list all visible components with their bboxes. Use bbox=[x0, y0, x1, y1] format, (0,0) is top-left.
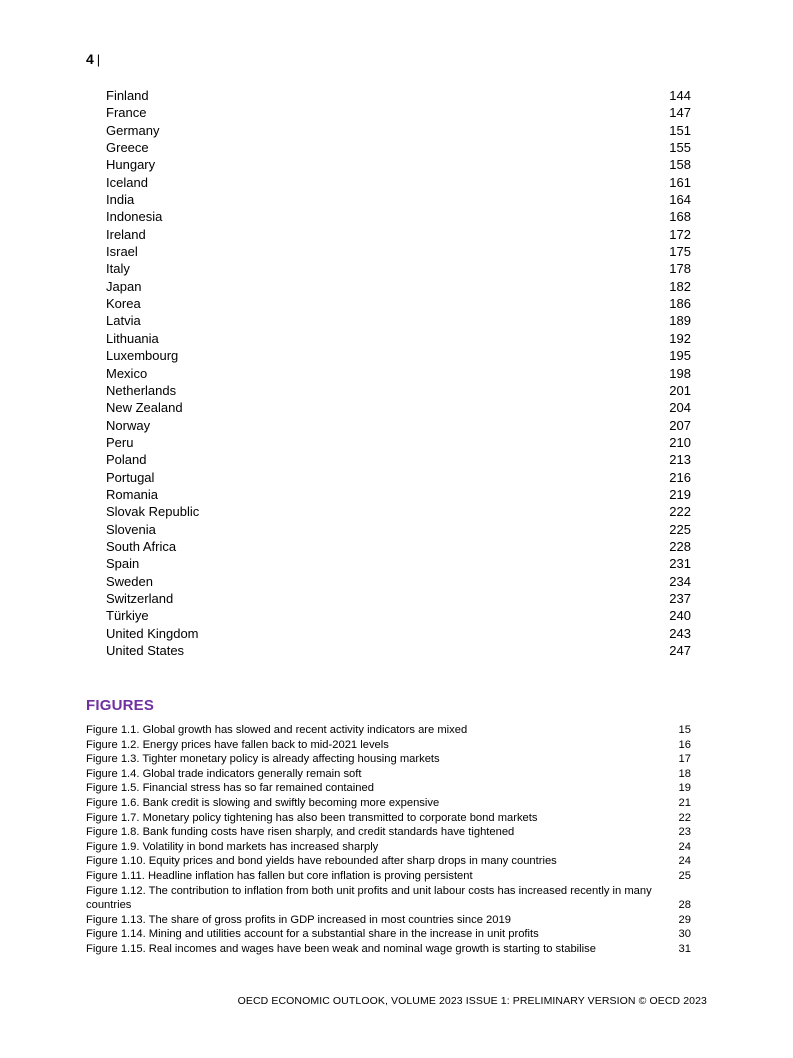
toc-entry[interactable] bbox=[106, 156, 691, 173]
toc-entry-title: Ireland bbox=[106, 226, 146, 242]
figure-entry[interactable] bbox=[86, 927, 691, 942]
toc-entry-title: New Zealand bbox=[106, 400, 183, 416]
toc-entry-page: 225 bbox=[669, 521, 691, 537]
page-footer: OECD ECONOMIC OUTLOOK, VOLUME 2023 ISSUE 1: PRELIMINARY VERSION © OECD 2023 bbox=[237, 995, 707, 1007]
figure-entry-title: Figure 1.2. Energy prices have fallen back to mid-2021 levels bbox=[86, 738, 389, 751]
page-number-separator: | bbox=[96, 52, 101, 67]
toc-entry[interactable] bbox=[106, 347, 691, 364]
figure-entry-title: Figure 1.5. Financial stress has so far remained contained bbox=[86, 782, 374, 795]
toc-entry-page: 219 bbox=[669, 486, 691, 502]
toc-entry-page: 186 bbox=[669, 296, 691, 312]
figure-entry-page: 17 bbox=[678, 753, 691, 766]
toc-entry-page: 247 bbox=[669, 643, 691, 658]
toc-entry-title: Spain bbox=[106, 556, 140, 572]
toc-entry[interactable] bbox=[106, 191, 691, 208]
toc-entry[interactable] bbox=[106, 486, 691, 503]
toc-entry-title: Korea bbox=[106, 296, 141, 312]
toc-entry[interactable] bbox=[106, 226, 691, 243]
toc-entry-title: Finland bbox=[106, 88, 149, 103]
figure-entry-title: Figure 1.8. Bank funding costs have risen sharply, and credit standards have tightened bbox=[86, 826, 515, 839]
figure-entry[interactable] bbox=[86, 752, 691, 767]
toc-entry-page: 195 bbox=[669, 348, 691, 364]
figure-entry-title: Figure 1.15. Real incomes and wages have been weak and nominal wage growth is starting to stabilise bbox=[86, 942, 596, 955]
figure-entry-page: 21 bbox=[678, 796, 691, 809]
figure-entry[interactable] bbox=[86, 767, 691, 782]
toc-entry[interactable] bbox=[106, 417, 691, 434]
figure-entry-title: Figure 1.12. The contribution to inflation from both unit profits and unit labour costs has increased recently in many countries bbox=[86, 884, 652, 912]
figures-toc-list bbox=[86, 723, 691, 957]
toc-entry[interactable] bbox=[106, 382, 691, 399]
toc-entry-page: 201 bbox=[669, 382, 691, 398]
toc-entry[interactable] bbox=[106, 295, 691, 312]
figure-entry[interactable] bbox=[86, 811, 691, 826]
figure-entry[interactable] bbox=[86, 913, 691, 928]
toc-entry-page: 216 bbox=[669, 469, 691, 485]
country-toc-list bbox=[106, 87, 691, 659]
toc-entry-title: Peru bbox=[106, 434, 134, 450]
toc-entry-title: Indonesia bbox=[106, 209, 163, 225]
toc-entry-page: 172 bbox=[669, 226, 691, 242]
figure-entry[interactable] bbox=[86, 869, 691, 884]
toc-entry-page: 168 bbox=[669, 209, 691, 225]
toc-entry-title: France bbox=[106, 105, 147, 121]
figure-entry-title: Figure 1.6. Bank credit is slowing and swiftly becoming more expensive bbox=[86, 796, 440, 809]
figure-entry-page: 18 bbox=[678, 767, 691, 780]
toc-entry-page: 204 bbox=[669, 400, 691, 416]
toc-entry[interactable] bbox=[106, 330, 691, 347]
toc-entry[interactable] bbox=[106, 122, 691, 139]
toc-entry-title: Netherlands bbox=[106, 382, 177, 398]
toc-entry-title: United Kingdom bbox=[106, 625, 199, 641]
page-number-value: 4 bbox=[86, 51, 94, 67]
figure-entry-page: 15 bbox=[678, 724, 691, 736]
figure-entry[interactable] bbox=[86, 884, 691, 913]
toc-entry-title: Japan bbox=[106, 278, 142, 294]
toc-entry-page: 161 bbox=[669, 174, 691, 190]
page-number bbox=[86, 51, 100, 68]
toc-entry-page: 147 bbox=[669, 105, 691, 121]
figure-entry-page: 24 bbox=[678, 855, 691, 868]
toc-entry-page: 243 bbox=[669, 625, 691, 641]
toc-entry-page: 222 bbox=[669, 504, 691, 520]
toc-entry-page: 213 bbox=[669, 452, 691, 468]
figure-entry-page: 19 bbox=[678, 782, 691, 795]
toc-entry-title: Lithuania bbox=[106, 330, 159, 346]
figure-entry[interactable] bbox=[86, 781, 691, 796]
toc-entry-title: Türkiye bbox=[106, 608, 149, 624]
toc-entry-page: 234 bbox=[669, 573, 691, 589]
figure-entry[interactable] bbox=[86, 840, 691, 855]
toc-entry[interactable] bbox=[106, 607, 691, 624]
figure-entry-title: Figure 1.10. Equity prices and bond yields have rebounded after sharp drops in many countries bbox=[86, 855, 557, 868]
toc-entry[interactable] bbox=[106, 642, 691, 659]
toc-entry-page: 210 bbox=[669, 434, 691, 450]
figure-entry-title: Figure 1.11. Headline inflation has fallen but core inflation is proving persistent bbox=[86, 869, 473, 882]
figure-entry-page: 16 bbox=[678, 738, 691, 751]
figure-entry[interactable] bbox=[86, 854, 691, 869]
toc-entry[interactable] bbox=[106, 399, 691, 416]
toc-entry-page: 237 bbox=[669, 590, 691, 606]
figure-entry-title: Figure 1.3. Tighter monetary policy is already affecting housing markets bbox=[86, 753, 440, 766]
figure-entry-page: 24 bbox=[678, 840, 691, 853]
toc-entry-title: Iceland bbox=[106, 174, 148, 190]
toc-entry[interactable] bbox=[106, 503, 691, 520]
toc-entry-title: Israel bbox=[106, 244, 138, 260]
toc-entry[interactable] bbox=[106, 469, 691, 486]
toc-entry[interactable] bbox=[106, 573, 691, 590]
toc-entry-page: 198 bbox=[669, 365, 691, 381]
toc-entry-page: 240 bbox=[669, 608, 691, 624]
toc-entry[interactable] bbox=[106, 625, 691, 642]
toc-entry-page: 182 bbox=[669, 278, 691, 294]
toc-entry[interactable] bbox=[106, 87, 691, 104]
figure-entry-page: 29 bbox=[678, 913, 691, 926]
toc-entry-page: 207 bbox=[669, 417, 691, 433]
toc-entry-page: 192 bbox=[669, 330, 691, 346]
figure-entry-title: Figure 1.4. Global trade indicators generally remain soft bbox=[86, 767, 362, 780]
figure-entry[interactable] bbox=[86, 723, 691, 738]
figure-entry-page: 22 bbox=[678, 811, 691, 824]
toc-entry[interactable] bbox=[106, 208, 691, 225]
toc-entry-title: Switzerland bbox=[106, 590, 174, 606]
toc-entry[interactable] bbox=[106, 365, 691, 382]
figures-heading: FIGURES bbox=[86, 697, 155, 714]
figure-entry-page: 28 bbox=[678, 899, 691, 912]
toc-entry[interactable] bbox=[106, 104, 691, 121]
toc-entry-page: 189 bbox=[669, 313, 691, 329]
toc-entry-page: 151 bbox=[669, 122, 691, 138]
toc-entry-title: Hungary bbox=[106, 157, 156, 173]
toc-entry-title: Italy bbox=[106, 261, 130, 277]
figure-entry[interactable] bbox=[86, 796, 691, 811]
figure-entry-title: Figure 1.1. Global growth has slowed and recent activity indicators are mixed bbox=[86, 724, 468, 736]
toc-entry[interactable] bbox=[106, 521, 691, 538]
toc-entry[interactable] bbox=[106, 260, 691, 277]
toc-entry-page: 144 bbox=[669, 88, 691, 103]
toc-entry-title: Slovak Republic bbox=[106, 504, 200, 520]
toc-entry-title: Sweden bbox=[106, 573, 153, 589]
toc-entry[interactable] bbox=[106, 139, 691, 156]
figure-entry-title: Figure 1.9. Volatility in bond markets has increased sharply bbox=[86, 840, 379, 853]
toc-entry-title: Mexico bbox=[106, 365, 148, 381]
figure-entry[interactable] bbox=[86, 738, 691, 753]
toc-entry-page: 164 bbox=[669, 192, 691, 208]
figure-entry[interactable] bbox=[86, 942, 691, 957]
toc-entry[interactable] bbox=[106, 434, 691, 451]
toc-entry-page: 158 bbox=[669, 157, 691, 173]
toc-entry[interactable] bbox=[106, 451, 691, 468]
toc-entry-title: Portugal bbox=[106, 469, 155, 485]
toc-entry-page: 228 bbox=[669, 538, 691, 554]
toc-entry[interactable] bbox=[106, 590, 691, 607]
toc-entry-page: 231 bbox=[669, 556, 691, 572]
toc-entry-title: United States bbox=[106, 643, 185, 658]
toc-entry-title: Latvia bbox=[106, 313, 141, 329]
toc-entry-title: Greece bbox=[106, 140, 149, 156]
toc-entry[interactable] bbox=[106, 278, 691, 295]
toc-entry-title: Norway bbox=[106, 417, 151, 433]
figure-entry-title: Figure 1.13. The share of gross profits in GDP increased in most countries since 2019 bbox=[86, 913, 511, 926]
toc-entry[interactable] bbox=[106, 555, 691, 572]
figure-entry-page: 25 bbox=[678, 869, 691, 882]
figure-entry-page: 23 bbox=[678, 826, 691, 839]
figure-entry-page: 30 bbox=[678, 928, 691, 941]
toc-entry-title: India bbox=[106, 192, 135, 208]
toc-entry-title: Poland bbox=[106, 452, 147, 468]
figure-entry-title: Figure 1.7. Monetary policy tightening has also been transmitted to corporate bond markets bbox=[86, 811, 538, 824]
toc-entry-title: Luxembourg bbox=[106, 348, 179, 364]
toc-entry-title: Romania bbox=[106, 486, 159, 502]
figure-entry-title: Figure 1.14. Mining and utilities account for a substantial share in the increase in unit profits bbox=[86, 928, 539, 941]
toc-entry[interactable] bbox=[106, 174, 691, 191]
toc-entry-page: 175 bbox=[669, 244, 691, 260]
toc-entry-page: 178 bbox=[669, 261, 691, 277]
toc-entry-title: Slovenia bbox=[106, 521, 156, 537]
toc-entry[interactable] bbox=[106, 312, 691, 329]
toc-entry-title: Germany bbox=[106, 122, 160, 138]
toc-entry[interactable] bbox=[106, 243, 691, 260]
toc-entry[interactable] bbox=[106, 538, 691, 555]
toc-entry-page: 155 bbox=[669, 140, 691, 156]
figure-entry-page: 31 bbox=[678, 942, 691, 955]
toc-entry-title: South Africa bbox=[106, 538, 177, 554]
figure-entry[interactable] bbox=[86, 825, 691, 840]
